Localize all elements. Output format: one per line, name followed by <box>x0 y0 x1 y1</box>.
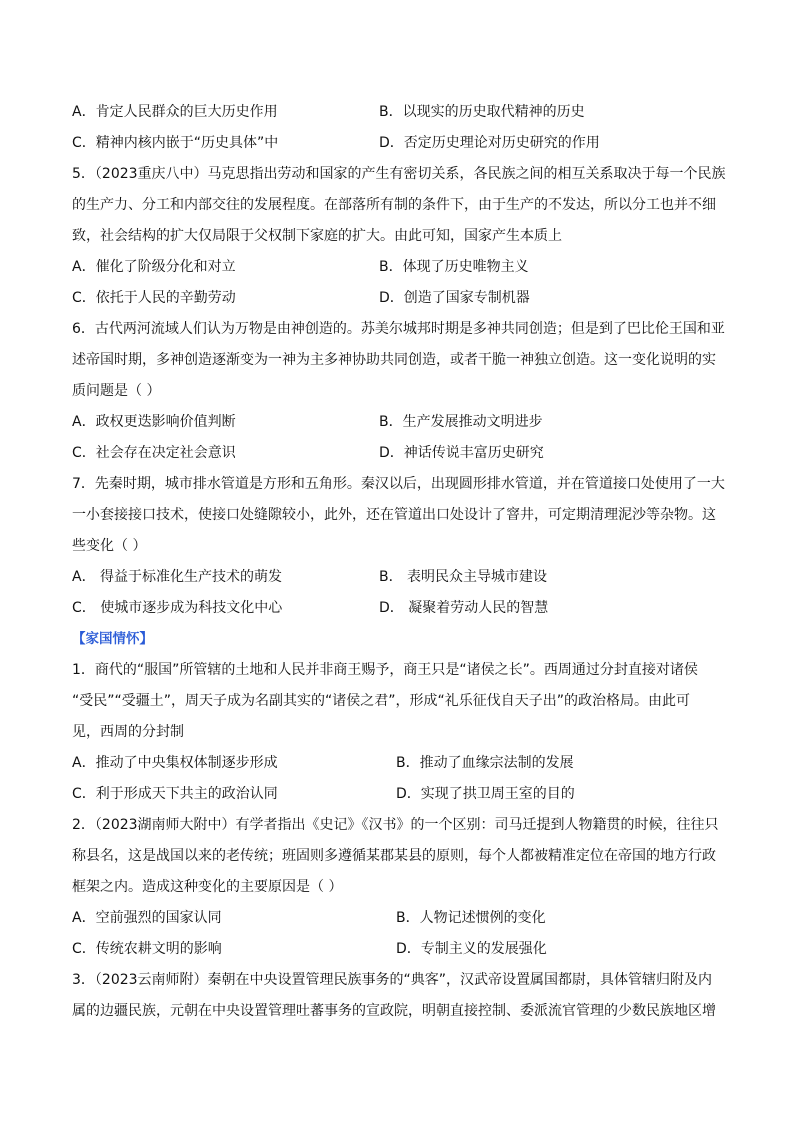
q5-options-row-1 <box>72 252 727 283</box>
q7-option-d[interactable]: D． 凝聚着劳动人民的智慧 <box>379 600 549 616</box>
q5-option-c[interactable]: C．依托于人民的辛勤劳动 <box>72 290 236 306</box>
q5-stem-line: 5．（2023重庆八中）马克思指出劳动和国家的产生有密切关系，各民族之间的相互关系取决于每一个民族 <box>72 166 726 182</box>
s1-options-row-2 <box>72 779 727 810</box>
s1-stem-line: “受民”“受疆土”，周天子成为名副其实的“诸侯之君”，形成“礼乐征伐自天子出”的政治格局。由此可 <box>72 693 691 709</box>
q4-option-a[interactable]: A．肯定人民群众的巨大历史作用 <box>72 104 278 120</box>
q7-options-row-2 <box>72 593 727 624</box>
q4-options-row-2 <box>72 128 727 159</box>
s1-option-b[interactable]: B．推动了血缘宗法制的发展 <box>396 755 574 771</box>
s2-option-c[interactable]: C．传统农耕文明的影响 <box>72 941 222 957</box>
q7-stem-line: 一小套接接口技术，使接口处缝隙较小，此外，还在管道出口处设计了窨井，可定期清理泥沙等杂物。这 <box>72 507 716 523</box>
q6-option-a[interactable]: A．政权更迭影响价值判断 <box>72 414 236 430</box>
s2-option-a[interactable]: A．空前强烈的国家认同 <box>72 910 222 926</box>
s1-options-row-1 <box>72 748 727 779</box>
s2-option-b[interactable]: B．人物记述惯例的变化 <box>396 910 546 926</box>
s1-stem-line: 见，西周的分封制 <box>72 724 184 740</box>
s1-option-c[interactable]: C．利于形成天下共主的政治认同 <box>72 786 278 802</box>
q6-stem-line: 述帝国时期，多神创造逐渐变为一神为主多神协助共同创造，或者干脆一神独立创造。这一变化说明的实 <box>72 352 716 368</box>
s1-stem-line: 1．商代的“服国”所管辖的土地和人民并非商王赐予，商王只是“诸侯之长”。西周通过分封直接对诸侯 <box>72 662 698 678</box>
q4-option-b[interactable]: B．以现实的历史取代精神的历史 <box>379 104 585 120</box>
q7-stem-line: 些变化（ ） <box>72 538 147 554</box>
q5-option-a[interactable]: A．催化了阶级分化和对立 <box>72 259 236 275</box>
q6-stem-line: 质问题是（ ） <box>72 383 161 399</box>
q5-options-row-2 <box>72 283 727 314</box>
q7-option-c[interactable]: C． 使城市逐步成为科技文化中心 <box>72 600 283 616</box>
s2-stem-line: 称县名，这是战国以来的老传统；班固则多遵循某郡某县的原则，每个人都被精准定位在帝国的地方行政 <box>72 848 716 864</box>
s1-option-d[interactable]: D．实现了拱卫周王室的目的 <box>396 786 575 802</box>
q7-option-b[interactable]: B． 表明民众主导城市建设 <box>379 569 548 585</box>
section-heading: 【家国情怀】 <box>72 631 153 647</box>
q6-option-b[interactable]: B．生产发展推动文明进步 <box>379 414 543 430</box>
q7-options-row-1 <box>72 562 727 593</box>
q6-options-row-2 <box>72 438 727 469</box>
q7-stem-line: 7．先秦时期，城市排水管道是方形和五角形。秦汉以后，出现圆形排水管道，并在管道接口处使用了一大 <box>72 476 725 492</box>
q7-option-a[interactable]: A． 得益于标准化生产技术的萌发 <box>72 569 283 585</box>
q6-options-row-1 <box>72 407 727 438</box>
s3-stem-line: 属的边疆民族，元朝在中央设置管理吐蕃事务的宣政院，明朝直接控制、委派流官管理的少数民族地区增 <box>72 1003 716 1019</box>
q6-option-c[interactable]: C．社会存在决定社会意识 <box>72 445 236 461</box>
s2-options-row-2 <box>72 934 727 965</box>
s1-option-a[interactable]: A．推动了中央集权体制逐步形成 <box>72 755 278 771</box>
s2-stem-line: 框架之内。造成这种变化的主要原因是（ ） <box>72 879 343 895</box>
q4-options-row-1 <box>72 97 727 128</box>
s3-stem-line: 3．（2023云南师附）秦朝在中央设置管理民族事务的“典客”，汉武帝设置属国都尉，具体管辖归附及内 <box>72 972 713 988</box>
q5-stem-line: 致，社会结构的扩大仅局限于父权制下家庭的扩大。由此可知，国家产生本质上 <box>72 228 562 244</box>
s2-options-row-1 <box>72 903 727 934</box>
q4-option-d[interactable]: D．否定历史理论对历史研究的作用 <box>379 135 600 151</box>
q6-stem-line: 6．古代两河流域人们认为万物是由神创造的。苏美尔城邦时期是多神共同创造；但是到了巴比伦王国和亚 <box>72 321 725 337</box>
s2-stem-line: 2．（2023湖南师大附中）有学者指出《史记》《汉书》的一个区别：司马迁提到人物籍贯的时候，往往只 <box>72 817 719 833</box>
q6-option-d[interactable]: D．神话传说丰富历史研究 <box>379 445 544 461</box>
q5-option-d[interactable]: D．创造了国家专制机器 <box>379 290 530 306</box>
q4-option-c[interactable]: C．精神内核内嵌于“历史具体”中 <box>72 135 279 151</box>
s2-option-d[interactable]: D．专制主义的发展强化 <box>396 941 547 957</box>
document-content <box>72 97 727 1027</box>
q5-option-b[interactable]: B．体现了历史唯物主义 <box>379 259 529 275</box>
q5-stem-line: 的生产力、分工和内部交往的发展程度。在部落所有制的条件下，由于生产的不发达，所以分工也并不细 <box>72 197 716 213</box>
